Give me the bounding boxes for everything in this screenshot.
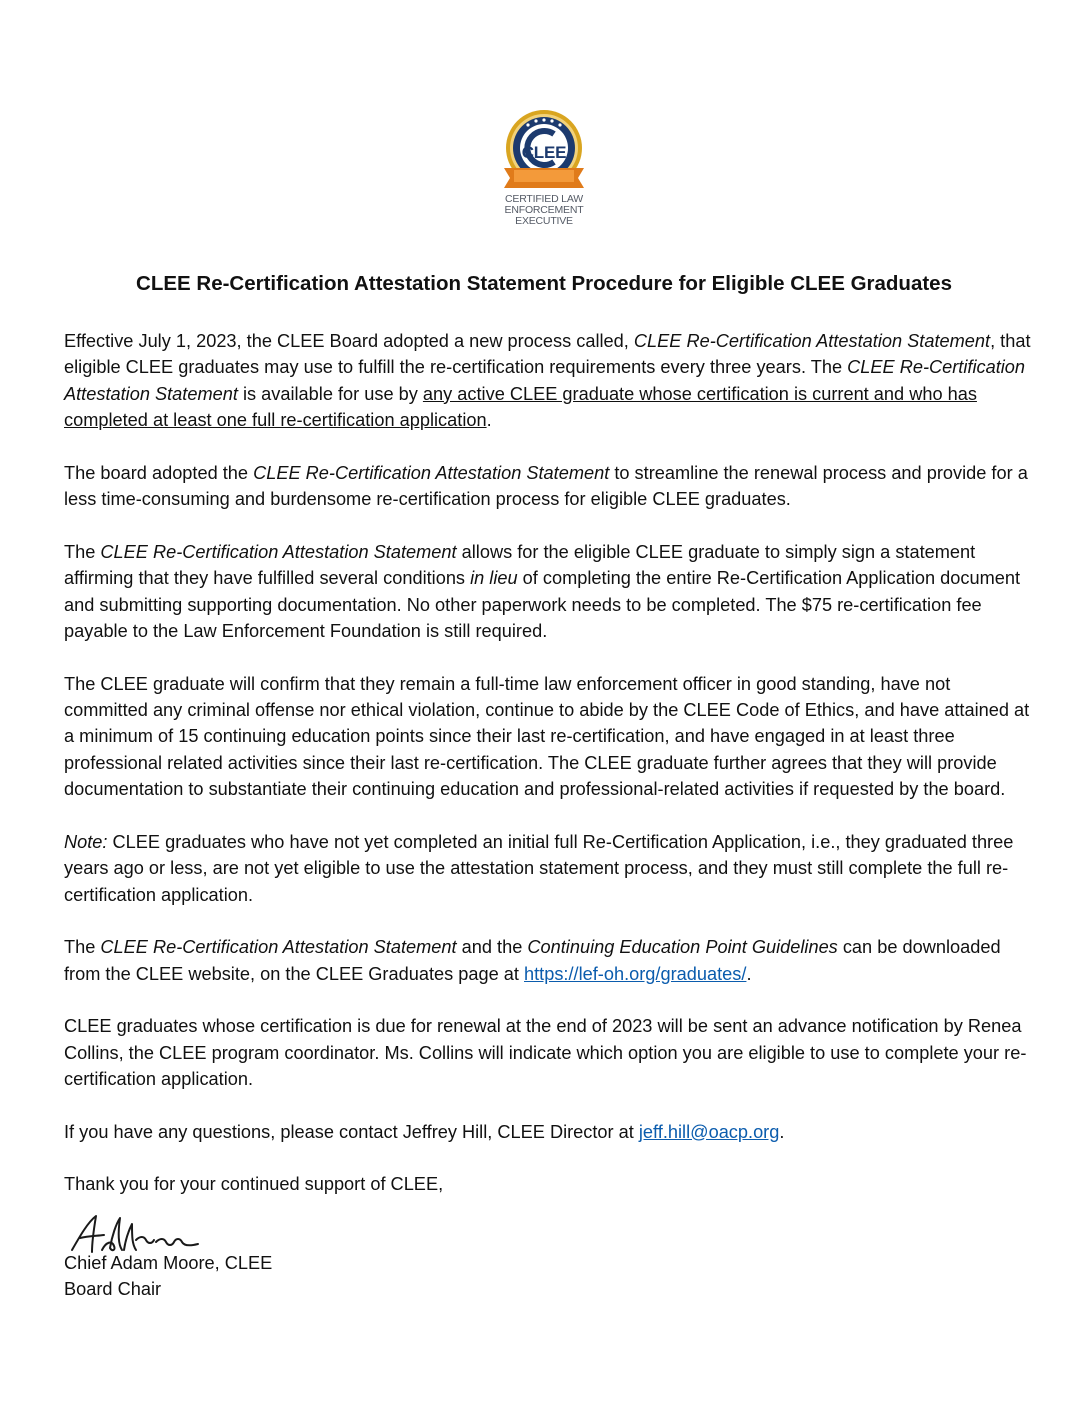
p1-text-c: , that eligible CLEE graduates may use to fulfill the re-certification requirements every three years. The [64,331,1031,378]
p6-text-a: The [64,937,101,958]
closing-line: Thank you for your continued support of CLEE, [64,1174,444,1195]
p3-text-e: of completing the entire Re-Certification Application document and submitting supporting documentation. No other paperwork needs to be completed. The $75 re-certification fee payable to the Law Enforcement Foundation is still required. [64,568,1021,642]
p2-italic-b: CLEE Re-Certification Attestation Statement [253,462,610,483]
signer-title: Board Chair [64,1279,162,1300]
paragraph-effective-date [64,328,1034,434]
paragraph-conditions: The CLEE graduate will confirm that they remain a full-time law enforcement officer in good standing, have not committed any criminal offense nor ethical violation, continue to abide by the CLEE Code of Ethics, and have attained at a minimum of 15 continuing education points since their last re-certification, and have engaged in at least three professional related activities since their last re-certification. The CLEE graduate further agrees that they will provide documentation to substantiate their continuing education and professional-related activities if requested by the board. [64,673,1030,800]
p5-note-label: Note: [64,831,108,852]
logo-caption-line-3: EXECUTIVE [515,215,573,227]
signer-name: Chief Adam Moore, CLEE [64,1253,273,1273]
document-title: CLEE Re-Certification Attestation Statement Procedure for Eligible CLEE Graduates [136,272,952,295]
p3-text-c: allows for the eligible CLEE graduate to simply sign a statement affirming that they have fulfilled several conditions [64,541,976,589]
p1-text-e: is available for use by [237,383,423,404]
p3-italic-d: in lieu [470,568,518,589]
p2-text-a: The board adopted the [64,462,254,483]
p2-text-c: to streamline the renewal process and provide for a less time-consuming and burdensome re-certification process for eligible CLEE graduates. [64,462,1028,510]
p6-italic-b: CLEE Re-Certification Attestation Statement [100,937,457,958]
p6-text-e: can be downloaded from the CLEE website, on the CLEE Graduates page at [64,937,1001,984]
p6-text-f: . [746,963,752,984]
logo-wordmark: CLEE [521,143,567,162]
p1-italic-d: CLEE Re-Certification Attestation Statement [64,357,1026,404]
paragraph-contact [64,1119,1034,1145]
graduates-page-link[interactable]: https://lef-oh.org/graduates/ [524,963,747,984]
paragraph-renewal-notice: CLEE graduates whose certification is due for renewal at the end of 2023 will be sent an advance notification by Renea Collins, the CLEE program coordinator. Ms. Collins will indicate which option you are eligible to use to complete your re-certification application. [64,1016,1027,1090]
p1-italic-b: CLEE Re-Certification Attestation Statement [633,331,991,351]
paragraph-downloads [64,934,1034,987]
p3-italic-b: CLEE Re-Certification Attestation Statement [100,541,457,562]
p8-text-b: . [779,1121,785,1142]
p1-text-g: . [486,410,492,431]
logo-caption [484,194,604,227]
p1-text-a: Effective July 1, 2023, the CLEE Board adopted a new process called, [64,331,634,351]
p8-text-a: If you have any questions, please contact Jeffrey Hill, CLEE Director at [64,1121,639,1142]
logo-caption-line-1: CERTIFIED LAW [505,193,583,205]
director-email-link[interactable]: jeff.hill@oacp.org [638,1121,780,1142]
signoff-block [64,1250,272,1303]
p3-text-a: The [64,541,101,562]
paragraph-purpose [64,460,1034,513]
p5-text-b: CLEE graduates who have not yet completed an initial full Re-Certification Application, i.e., they graduated three years ago or less, are not yet eligible to use the attestation statement process, and they must still complete the full re-certification application. [64,831,1014,905]
clee-logo [484,108,604,238]
paragraph-note [64,829,1034,908]
letter-body [64,328,1034,1198]
p6-italic-d: Continuing Education Point Guidelines [527,937,838,958]
logo-caption-line-2: ENFORCEMENT [504,204,584,216]
p1-underlined-eligibility: any active CLEE graduate whose certification is current and who has completed at least one full re-certification application [64,383,977,431]
p6-text-c: and the [456,937,528,958]
paragraph-statement [64,539,1034,645]
